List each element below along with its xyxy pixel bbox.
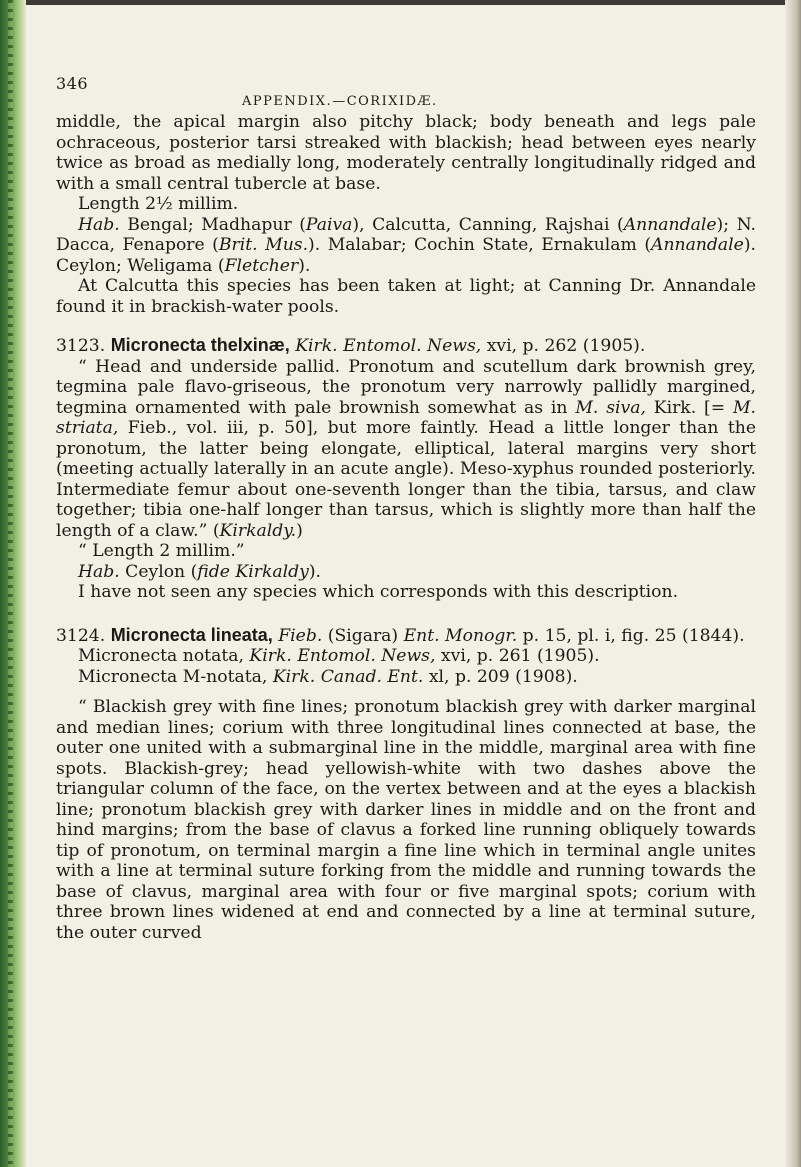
- continuation-description: middle, the apical margin also pitchy black; body beneath and legs pale ochraceous, posterior tarsi streaked with blackish; head between eyes nearly twice as broad as medially long, moderately centrally longitudinally ridged and with a small central tubercle at base.: [56, 112, 756, 194]
- species-3123-length: “ Length 2 millim.”: [78, 541, 245, 561]
- species-3123-description: “ Head and underside pallid. Pronotum and scutellum dark brownish grey, tegmina pale flavo-griseous, the pronotum very narrowly pallidly margined, tegmina ornamented with pale brownish somewhat as in M. siva, Kirk. [= M. striata, Fieb., vol. iii, p. 50], but more faintly. Head a little longer than the pronotum, the latter being elongate, elliptical, lateral margins very short (meeting actually laterally in an acute angle). Meso-xyphus rounded posteriorly. Intermediate femur about one-seventh longer than the tibia, tarsus, and claw together; tibia one-half longer than tarsus, which is slightly more than half the length of a claw.” (Kirkaldy.): [56, 356, 756, 541]
- continuation-habitat: Hab. Bengal; Madhapur (Paiva), Calcutta, Canning, Rajshai (Annandale); N. Dacca, Fenapore (Brit. Mus.). Malabar; Cochin State, Ernakulam (Annandale). Ceylon; Weligama (Fletcher).: [56, 214, 756, 276]
- continuation-note: At Calcutta this species has been taken at light; at Canning Dr. Annandale found it in brackish-water pools.: [56, 276, 756, 317]
- top-page-edge: [26, 0, 801, 5]
- species-name: Micronecta lineata,: [110, 624, 273, 645]
- book-spine-edge: [0, 0, 26, 1167]
- species-name: Micronecta thelxinæ,: [110, 335, 290, 355]
- species-3123-heading: 3123. Micronecta thelxinæ, Kirk. Entomol. News, xvi, p. 262 (1905).: [56, 335, 646, 356]
- continuation-length: Length 2½ millim.: [78, 194, 239, 214]
- species-3123-habitat: Hab. Ceylon (fide Kirkaldy).: [78, 561, 321, 582]
- page-number: 346: [56, 74, 89, 93]
- synonym-1: Micronecta notata, Kirk. Entomol. News, xvi, p. 261 (1905).: [78, 646, 600, 666]
- species-3124-description: “ Blackish grey with fine lines; pronotum blackish grey with darker marginal and median lines; corium with three longitudinal lines connected at base, the outer one united with a submarginal line in the middle, marginal area with fine spots. Blackish-grey; head yellowish-white with two dashes above the triangular column of the face, on the vertex between and at the eyes a blackish line; pronotum blackish grey with darker lines in middle and on the front and hind margins; from the base of clavus a forked line running obliquely towards tip of pronotum, on terminal margin a fine line which in terminal angle unites with a line at terminal suture forking from the middle and running towards the base of clavus, marginal area with four or five marginal spots; corium with three brown lines widened at end and connected by a line at terminal suture, the outer curved: [56, 697, 756, 943]
- right-page-edge: [785, 0, 801, 1167]
- page-body: [56, 112, 756, 943]
- species-3124-heading: 3124. Micronecta lineata, Fieb. (Sigara) Ent. Monogr. p. 15, pl. i, fig. 25 (1844).: [56, 624, 745, 646]
- species-3123-note: I have not seen any species which corresponds with this description.: [78, 582, 679, 602]
- synonym-2: Micronecta M-notata, Kirk. Canad. Ent. xl, p. 209 (1908).: [78, 666, 578, 687]
- running-head: APPENDIX.—CORIXIDÆ.: [242, 94, 438, 109]
